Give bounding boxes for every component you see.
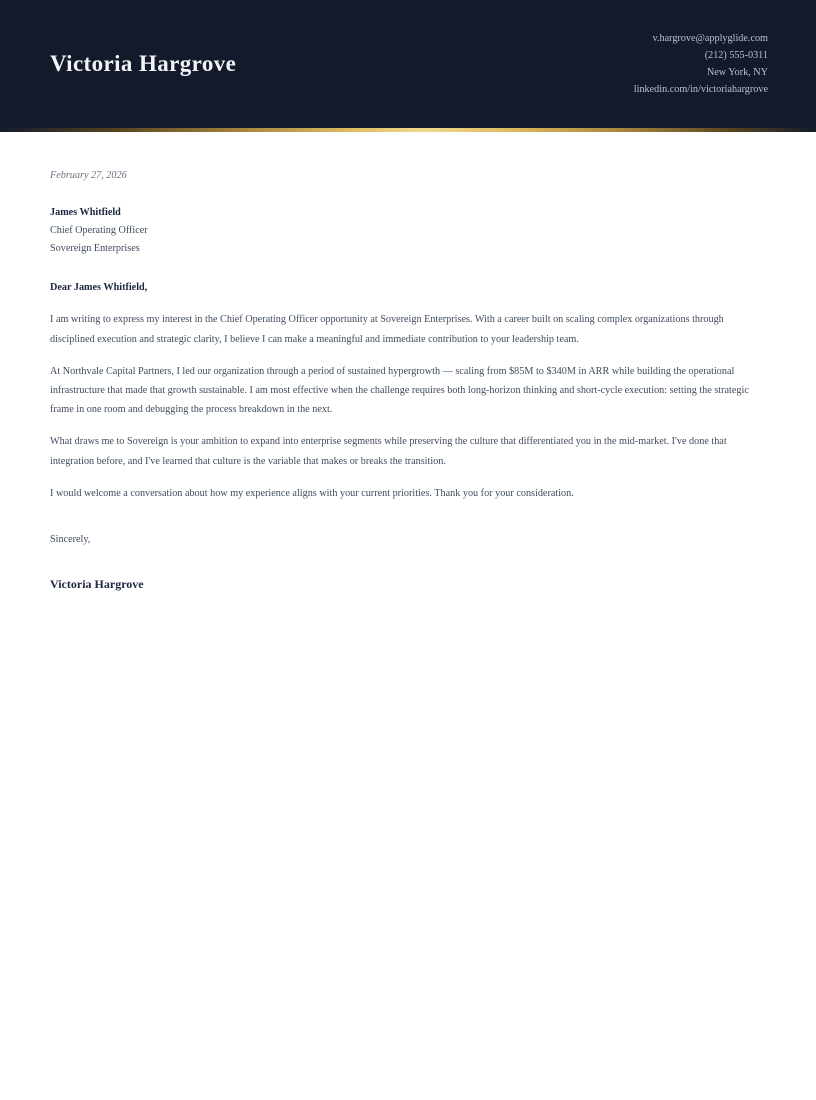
recipient-block	[50, 204, 770, 258]
contact-block	[634, 30, 768, 98]
recipient-title: Chief Operating Officer	[50, 225, 148, 237]
signature-name: Victoria Hargrove	[50, 577, 144, 592]
recipient-name: James Whitfield	[50, 207, 121, 219]
letter-body	[0, 132, 816, 592]
recipient-company: Sovereign Enterprises	[50, 243, 140, 255]
paragraph-experience: At Northvale Capital Partners, I led our organization through a period of sustained hypergrowth — scaling from $85M to $340M in ARR while building the operational infrastructure that made that growth sustainable. I am most effective when the challenge requires both long-horizon thinking and short-cycle execution: setting the strategic frame in one room and debugging the process breakdown in the next.	[50, 365, 749, 416]
contact-email: v.hargrove@applyglide.com	[652, 33, 768, 44]
letter-date: February 27, 2026	[50, 170, 127, 181]
letter-header	[0, 0, 816, 128]
paragraph-intro: I am writing to express my interest in the Chief Operating Officer opportunity at Sovereign Enterprises. With a career built on scaling complex organizations through disciplined execution and strategic clarity, I believe I can make a meaningful and immediate contribution to your leadership team.	[50, 314, 724, 345]
paragraph-motivation: What draws me to Sovereign is your ambition to expand into enterprise segments while preserving the culture that differentiated you in the mid-market. I've done that integration before, and I've learned that culture is the variable that makes or breaks the transition.	[50, 436, 727, 467]
closing: Sincerely,	[50, 534, 91, 546]
applicant-name: Victoria Hargrove	[50, 51, 237, 76]
paragraph-calltoaction: I would welcome a conversation about how my experience aligns with your current priorities. Thank you for your consideration.	[50, 487, 574, 499]
greeting: Dear James Whitfield,	[50, 282, 148, 294]
contact-linkedin: linkedin.com/in/victoriahargrove	[633, 84, 768, 95]
contact-location: New York, NY	[706, 67, 768, 78]
contact-phone: (212) 555-0311	[704, 50, 768, 61]
